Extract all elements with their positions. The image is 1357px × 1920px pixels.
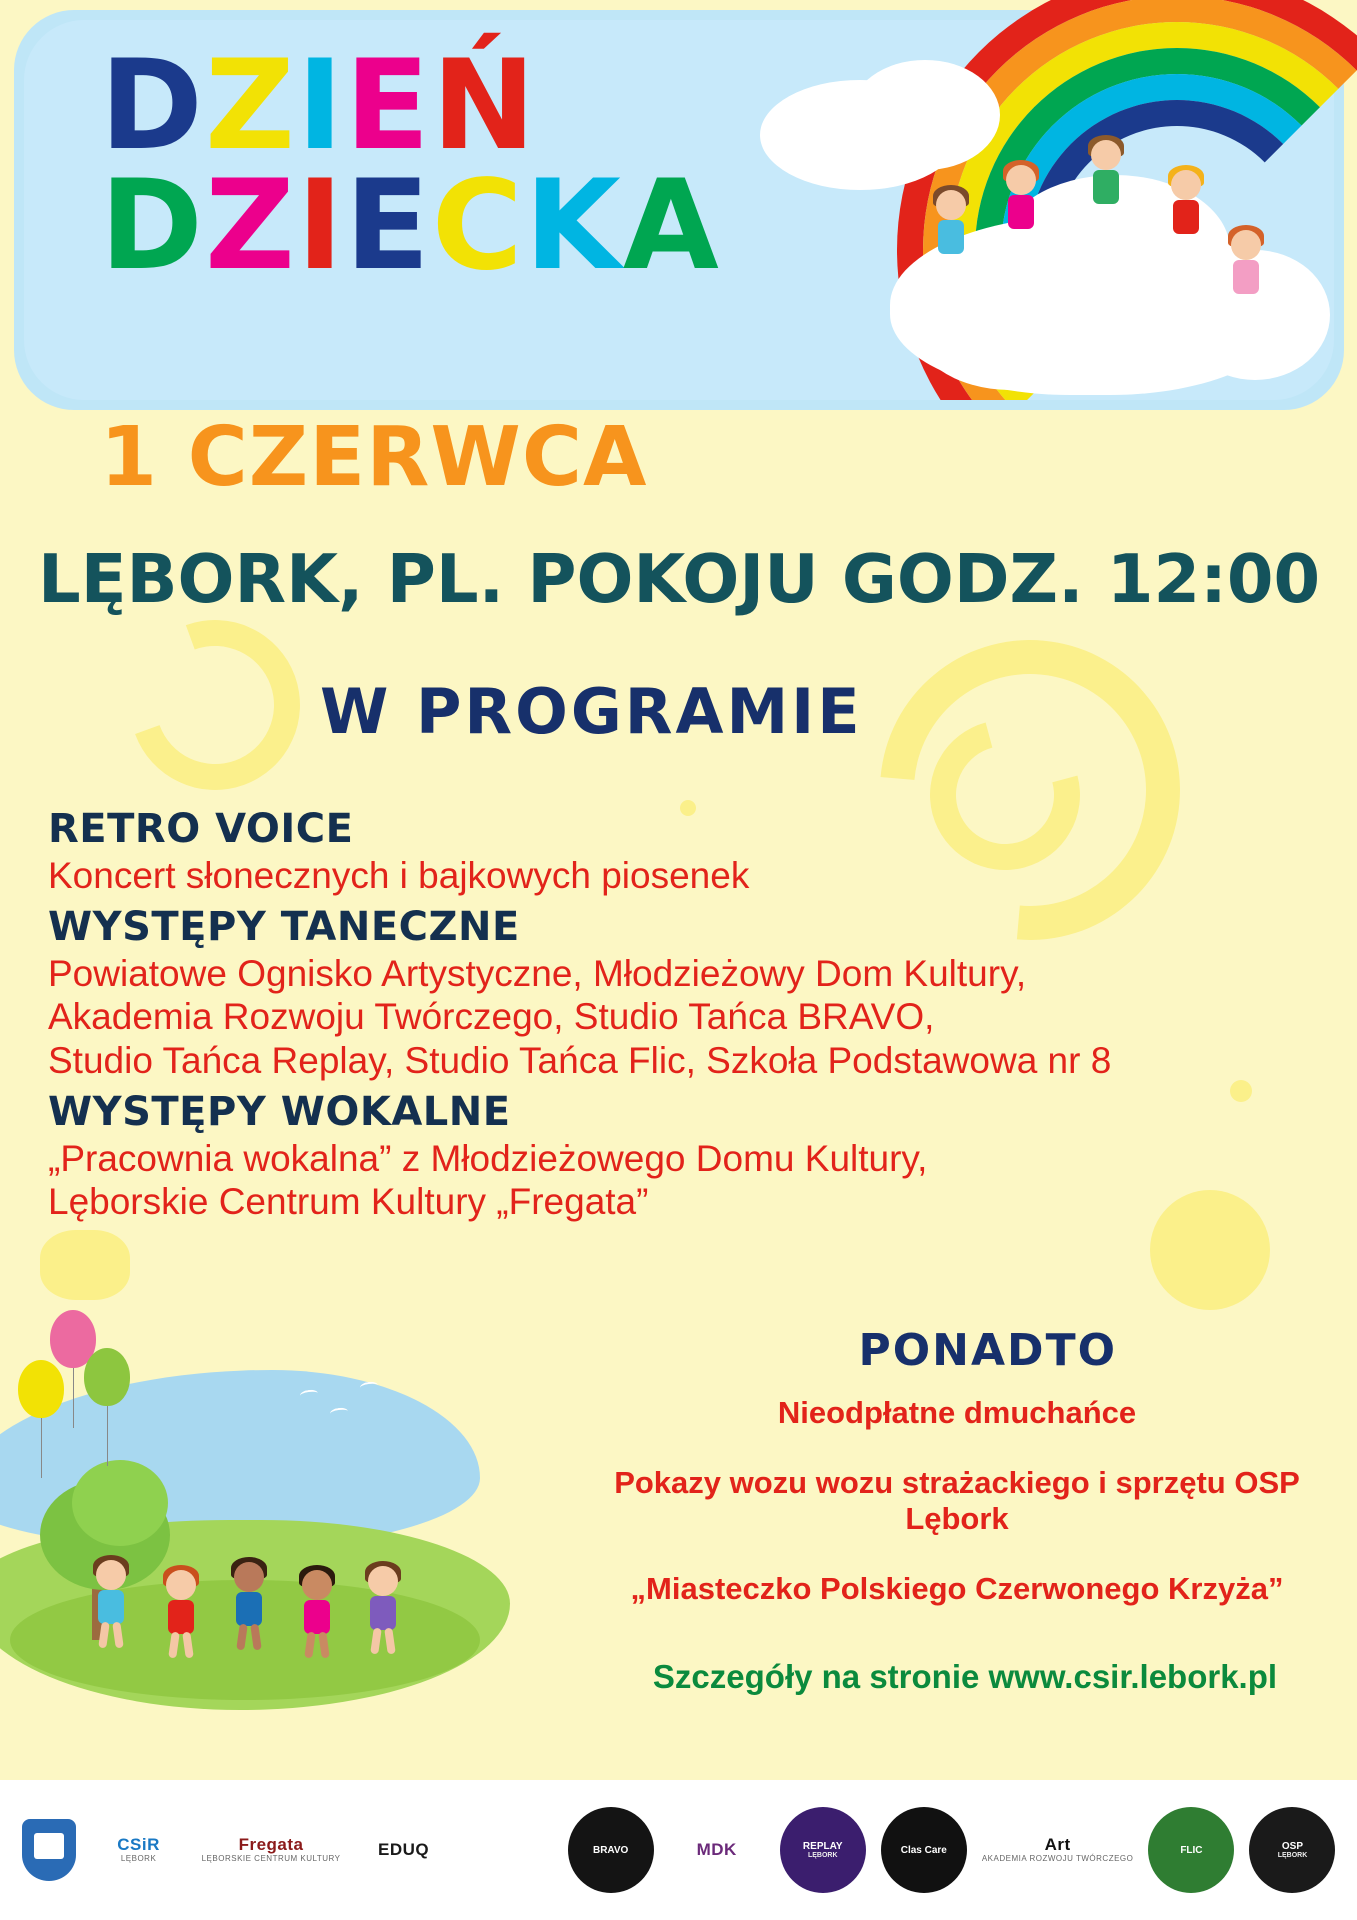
sponsor-logo-sublabel: LĘBORK [1277,1851,1308,1859]
sponsor-logo-sublabel: LĘBORK [807,1851,838,1859]
event-place-time: LĘBORK, PL. POKOJU GODZ. 12:00 [38,540,1321,618]
ponadto-list [577,1395,1337,1641]
title-letter: Ń [431,34,538,178]
sponsor-logo-sublabel: AKADEMIA ROZWOJU TWÓRCZEGO [981,1853,1134,1863]
sponsor-logo-label: Fregata [238,1835,304,1855]
sponsor-logo[interactable] [1249,1807,1335,1893]
tree-foliage-2 [72,1460,168,1546]
sponsor-logo-label: EDUQ [378,1839,430,1859]
cloud-large-3 [910,250,1110,390]
sponsor-logo-label: REPLAY [802,1840,843,1852]
poster-title-line-2 [100,154,721,298]
balloon-yellow [18,1360,64,1418]
sponsor-logo-label: OSP [1281,1840,1304,1852]
sponsor-logo-label: FLIC [1180,1844,1203,1856]
event-date: 1 CZERWCA [100,410,648,505]
ponadto-item: Nieodpłatne dmuchańce [777,1395,1137,1430]
sponsor-logo[interactable] [568,1807,654,1893]
ponadto-item: Pokazy wozu wozu strażackiego i sprzętu OSP Lębork [614,1465,1300,1536]
ponadto-item: „Miasteczko Polskiego Czerwonego Krzyża” [630,1571,1284,1606]
sponsor-logo[interactable] [356,1804,452,1896]
website-line[interactable]: Szczegóły na stronie www.csir.lebork.pl [652,1658,1278,1695]
sponsor-logo-sublabel: LĘBORSKIE CENTRUM KULTURY [201,1853,341,1863]
sponsor-logo[interactable] [780,1807,866,1893]
title-letter: E [345,154,432,298]
title-letter: Z [204,154,297,298]
title-letter: K [524,154,623,298]
program-act-description: „Pracownia wokalna” z Młodzieżowego Domu Kultury, Lęborskie Centrum Kultury „Fregata” [48,1137,928,1223]
sponsor-logo[interactable] [467,1807,553,1893]
decor-dot-4 [40,1230,130,1300]
program-act-description: Powiatowe Ognisko Artystyczne, Młodzieżowy Dom Kultury, Akademia Rozwoju Twórczego, Studio Tańca BRAVO, Studio Tańca Replay, Studio Tańca Flic, Szkoła Podstawowa nr 8 [48,952,1112,1081]
sponsor-logo-label: Clas Care [900,1844,947,1856]
sponsor-logo-label: 70 [504,1844,516,1856]
program-act-title: WYSTĘPY TANECZNE [48,903,520,950]
program-act-title: RETRO VOICE [48,806,354,852]
title-letter: C [431,154,525,298]
program-act-title: WYSTĘPY WOKALNE [48,1088,511,1135]
balloon-green [84,1348,130,1406]
sponsor-logo-label: MDK [696,1839,737,1859]
cloud-small-2 [850,60,1000,170]
crest-icon [22,1819,76,1881]
sponsor-logo[interactable] [202,1804,341,1896]
sponsor-logo-sublabel: LĘBORK [120,1853,157,1863]
illustration-kids-scene [0,1330,560,1750]
title-letter: A [622,154,721,298]
sponsor-logo[interactable] [91,1804,187,1896]
title-letter: D [100,154,205,298]
title-letter: Z [204,34,297,178]
poster-title-line-1 [100,34,538,178]
program-heading: W PROGRAMIE [320,675,863,748]
sponsor-logo-label: BRAVO [592,1844,629,1856]
title-letter: I [296,34,345,178]
sponsor-logo[interactable] [982,1804,1134,1896]
program-list [48,800,1198,1228]
sponsor-logo-label: Art [1044,1835,1071,1855]
ponadto-heading: PONADTO [858,1325,1117,1376]
decor-swirl-left [102,592,328,818]
sponsor-logo[interactable] [1148,1807,1234,1893]
sponsor-logo[interactable] [22,1804,76,1896]
sponsor-logo[interactable] [669,1804,765,1896]
program-act-description: Koncert słonecznych i bajkowych piosenek [48,855,750,896]
title-letter: E [345,34,432,178]
title-letter: D [100,34,205,178]
sponsor-logo-label: CSiR [117,1835,160,1855]
decor-dot-2 [1230,1080,1252,1102]
sponsor-bar [0,1780,1357,1920]
title-letter: I [296,154,345,298]
sponsor-logo[interactable] [881,1807,967,1893]
